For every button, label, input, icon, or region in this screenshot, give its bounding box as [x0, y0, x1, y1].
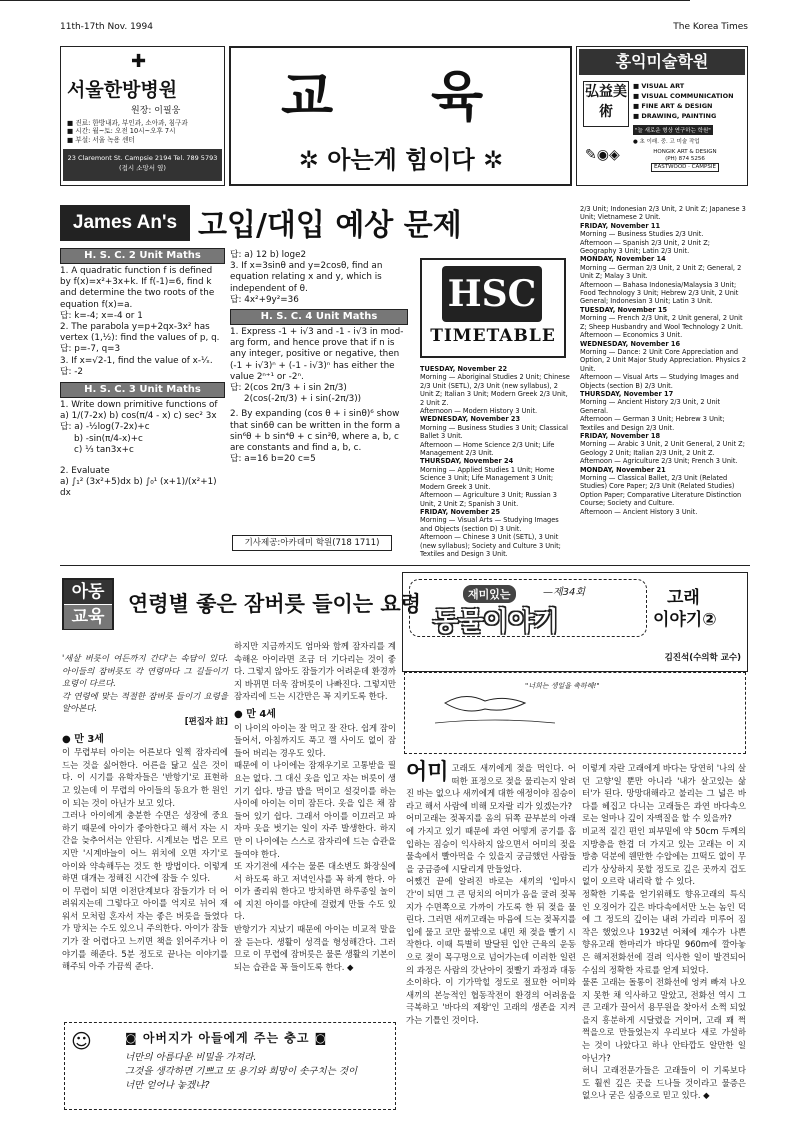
timetable-line: Afternoon — Ancient History 3 Unit. — [580, 507, 698, 516]
question: 2. The parabola y=p+2qx-3x² has vertex (1,½): find the values of p, q. — [60, 322, 220, 344]
timetable-line: Afternoon — Agriculture 2/3 Unit; French 3 Unit. — [580, 457, 738, 466]
edu-paragraph: 이 나이의 아이는 잘 먹고 잘 잔다. 쉽게 잠이 들어서, 아침까지도 푹고 깰 사이도 없이 잠들어 버리는 경우도 있다. — [234, 722, 396, 758]
edu-paragraph: 그러나 아이에게 충분한 수면은 성장에 중요하기 때문에 아이가 좋아한다고 해서 자는 시간을 늦추어서는 안된다. 시계보는 법은 모르지만 '시계바늘이 어느 위치에 오면 자기'로 아이와 약속해두는 것도 한 방법이다. 이렇게 하면 대개는 정해진 시간에 잠들 수 있다. — [62, 810, 228, 884]
banner-title-left: 교 — [281, 64, 334, 128]
columnist-name: James An's — [60, 205, 190, 241]
question: 2. By expanding (cos θ + i sinθ)⁶ show that sin6θ can be written in the form a sin⁶θ + b sin⁴θ + c sin²θ, where a, b, c are constants and find a, b, c. — [230, 409, 401, 454]
animal-paragraph: 물론 고래는 돌통이 전화선에 엉켜 빠져 나오지 못한 채 익사하고 말았고, 전화선 역시 그 큰 고래가 끌어서 용무원을 찾아서 소쩍 되었을지 흥분하게 시달렸을 거이며, 고래 꽤 쩍쩍을으로 만들었는지 우리보다 새로 가설하는 것이 나았다고 하나 안타깝도 알만한 일 아닌가? — [582, 977, 746, 1063]
edu-column-2 — [234, 640, 396, 973]
cross-icon: ✚ — [131, 51, 147, 72]
section-heading: H. S. C. 2 Unit Maths — [60, 248, 225, 264]
question: 1. A quadratic function f is defined by f(x)=x²+3x+k. If f(-1)=6, find k and determine the two roots of the equation f(x)=a. — [60, 266, 215, 310]
timetable-entry — [580, 390, 748, 432]
timetable-line: Morning — Business Studies 3 Unit; Classical Ballet 3 Unit. — [420, 423, 568, 441]
letter-line: 그것을 생각하면 기쁘고 또 용기와 희망이 솟구치는 것이 — [125, 1066, 358, 1077]
question-parts: a) ∫₁² (3x²+5)dx b) ∫₀¹ (x+1)/(x²+1) dx — [60, 477, 217, 499]
section-rule — [60, 565, 750, 566]
art-academy-ad — [576, 46, 748, 186]
edu-intro2: 각 연령에 맞는 적절한 잠버릇 들이기 요령을 알아본다. — [62, 690, 228, 714]
question: 2. Evaluate — [60, 466, 110, 477]
timetable-day: THURSDAY, November 24 — [420, 457, 514, 466]
timetable-line: Afternoon — Economics 3 Unit. — [580, 331, 683, 340]
tag-line1: 아동 — [64, 580, 112, 604]
timetable-day: FRIDAY, November 11 — [580, 221, 661, 230]
animal-banner-title: 동물이야기 — [433, 607, 559, 637]
letter-title: ◙ 아버지가 아들에게 주는 충고 ◙ — [125, 1031, 328, 1045]
animal-paragraph: 비교적 짙긴 편인 피부밑에 약 50cm 두께의 지방층을 한겹 더 가지고 있는 고래는 이 지방층 덕분에 웬만한 수압에는 끄떡도 없이 무리가 상상하지 못할 정도로 깊은 곳까지 겁도 없이 오르락 내리락 할 수 있다. — [582, 825, 746, 887]
timetable-line: Afternoon — Modern History 3 Unit. — [420, 407, 538, 416]
whale-subtitle: 이야기② — [653, 610, 717, 630]
edu-paragraph: 하지만 지금까지도 엄마와 함께 잠자리를 계속해온 아이라면 조금 더 기다리는 것이 좋다. 그렇지 않아도 잠들기가 어려운데 환경까지 바뀌면 더욱 잠버릇이 나빠진다. 그렇지만 잠자리에 드는 시간만은 꼭 지키도록 한다. — [234, 641, 396, 702]
edu-subhead: ● 만 3세 — [62, 733, 104, 745]
education-banner — [229, 46, 572, 186]
answer: 답: -2 — [60, 366, 84, 377]
timetable-list-left — [420, 365, 570, 558]
timetable-line: 2/3 Unit; Indonesian 2/3 Unit, 2 Unit Z; Japanese 3 Unit; Vietnamese 2 Unit. — [580, 205, 746, 222]
timetable-line: Afternoon — Bahasa Indonesia/Malaysia 3 Unit; Food Technology 3 Unit; Hebrew 2/3 Unit, 2 Unit General; Indonesian 3 Unit; Latin 3 Unit. — [580, 280, 739, 306]
whale-title: 고래 — [667, 588, 700, 608]
animal-story-header — [402, 572, 748, 672]
animal-paragraph — [406, 762, 576, 812]
art-item: ■ DRAWING, PAINTING — [633, 112, 717, 120]
timetable-entry — [420, 365, 570, 415]
whale-illustration — [404, 672, 746, 754]
answer: 답: 4x²+9y²=36 — [230, 294, 299, 305]
edu-subhead: ● 만 4세 — [234, 708, 276, 720]
timetable-line: Afternoon — Spanish 2/3 Unit, 2 Unit Z; Geography 3 Unit; Latin 2/3 Unit. — [580, 238, 710, 256]
animal-paragraph: 이렇게 자란 고래에게 바다는 당연히 '나의 살던 고향'일 뿐만 아니라 '내가 살고있는 삶터'가 된다. 망망대해라고 불리는 그 넓은 바다를 헤집고 다니는 고래들은 과연 바다속으로는 얼마나 깊이 자맥질을 할 수 있을까? — [582, 763, 746, 824]
timetable-day: MONDAY, November 21 — [580, 465, 666, 474]
art-slogan2: ● 초 이래. 중. 고 미술 작업 — [633, 139, 700, 145]
timetable-day: TUESDAY, November 15 — [580, 305, 668, 314]
timetable-day: WEDNESDAY, November 16 — [580, 339, 681, 348]
animal-paragraph: 정확한 기록을 얻기위해도 향유고래의 특식인 오징어가 깊은 바다속에서만 노는 놈인 덕에 그 정도의 깊이는 내려 가리라 미루어 짐작은 했었으나 1932년 어체에 재수가 나쁜 향유고래 한마리가 바다밑 960m에 깔아놓은 해저전화선에 걸려 익사한 일이 발견되어 수심의 정확한 자료를 얻게 되었다. — [582, 888, 746, 975]
answer: 답: 2(cos 2π/3 + i sin 2π/3) — [230, 383, 347, 394]
clinic-address: 23 Claremont St. Campsie 2194 Tel. 789 5793 — [67, 154, 218, 162]
answer: 답: p=-7, q=3 — [60, 344, 121, 355]
timetable-entry — [580, 466, 748, 516]
timetable-entry — [420, 508, 570, 558]
answer: 2(cos(-2π/3) + i sin(-2π/3)) — [244, 394, 362, 405]
edu-paragraph: 또 자기전에 세수는 물론 대소변도 화장실에서 하도록 하고 저녁인사를 꼭 하게 한다. 아이가 졸리워 한다고 방치하면 하루종일 놀이에 지친 아이를 야단에 걸렸게 만들 수도 있다. — [234, 861, 396, 922]
timetable-entry — [580, 205, 748, 222]
timetable-line: Morning — Classical Ballet, 2/3 Unit (Related Studies) Core Paper; 2/3 Unit (Related Studies) Option Paper; Comparative Literature Distinction Course; Society and Culture. — [580, 474, 742, 508]
banner-subtitle: ✲ 아는게 힘이다 ✲ — [298, 146, 504, 174]
clinic-line: ■ 진료: 한방내과, 부인과, 소아과, 침구과 — [67, 119, 188, 127]
animal-paragraph: 어미고래는 젖꼭지를 옴의 뒤쪽 끝부분의 아래에 가지고 있기 때문에 과연 어떻게 공기를 흡입하는 짐승이 익사하지 않으면서 어미의 젖을 물속에서 빨아먹을 수 있을지 궁금했던 사람들을 궁금증에 시달리게 만들었다. — [406, 813, 576, 874]
edu-intro: '세살 버릇이 여든까지 간다'는 속담이 있다. 아이들의 잠버릇도 각 연령마다 그 길들이기 요령이 다르다. — [62, 653, 228, 689]
timetable-line: Morning — Aboriginal Studies 2 Unit; Chinese 2/3 Unit (SETL), 2/3 Unit (new syllabus), 2 Unit Z; Italian 3 Unit; Modern Greek 2/3 Unit, 2 Unit Z. — [420, 373, 570, 407]
animal-series: —제34회 — [543, 587, 586, 598]
animal-paragraph-text: 고래도 새끼에게 젖을 먹인다. 어떠한 표정으로 젖을 물리는지 알려진 바는 없으나 새끼에게 대한 애정이야 짐승이라고 해서 사람에 비해 모자랄 리가 있겠는가? — [406, 763, 576, 811]
hsc-logo-main: HSC — [442, 266, 542, 322]
timetable-line: Morning — German 2/3 Unit, 2 Unit Z; General, 2 Unit Z; Malay 3 Unit. — [580, 263, 742, 281]
answer: 답: a) -½log(7-2x)+c — [60, 422, 150, 433]
header-rule — [0, 0, 690, 1]
art-logo: 弘益美術 — [583, 81, 629, 127]
boy-icon: ☺ — [71, 1029, 92, 1053]
edu-paragraph: 반항기가 지났기 때문에 아이는 비교적 말을 잘 듣는다. 생활이 성격을 형성해간다. 그러므로 이 무렵에 잠버릇은 물론 생활의 기본이 되는 습관을 꼭 들이도록 한다. ◆ — [234, 924, 396, 972]
article-credit: 기사제공:아카데미 학원(718 1711) — [232, 535, 392, 551]
question: 3. If x=3sinθ and y=2cosθ, find an equation relating x and y, which is independent of θ. — [230, 261, 383, 294]
maths-column-2 — [230, 250, 408, 465]
art-contact-line: EASTWOOD · CAMPSIE — [651, 163, 719, 172]
timetable-entry — [580, 340, 748, 390]
clinic-info — [67, 119, 188, 144]
timetable-line: Afternoon — Agriculture 3 Unit; Russian 3 Unit, 2 Unit Z; Spanish 3 Unit. — [420, 491, 557, 508]
timetable-line: Morning — Dance: 2 Unit Core Appreciation and Option, 2 Unit Major Study Appreciation. Physics 2 Unit. — [580, 347, 747, 373]
timetable-day: FRIDAY, November 25 — [420, 507, 501, 516]
clinic-name: 서울한방병원 — [67, 79, 178, 101]
drop-cap: 어미 — [406, 760, 449, 785]
art-item: ■ FINE ART & DESIGN — [633, 102, 713, 110]
question-parts: a) 1/(7-2x) b) cos(π/4 - x) c) sec² 3x — [60, 411, 217, 422]
animal-column-2 — [582, 762, 746, 1102]
section-heading: H. S. C. 3 Unit Maths — [60, 382, 225, 398]
art-tools-icon: ✎◉◈ — [585, 147, 620, 163]
edu-paragraph: 이 무렵부터 아이는 어른보다 일찍 잠자리에 드는 것을 싫어한다. 어른을 닮고 싶은 것이다. 이 시기를 유학자들은 '반항기'로 표현하고 있는데 이 무렵의 아이들의 동요가 한 원인이 되는 것이 아닌가 보고 있다. — [62, 747, 228, 808]
father-letter-box — [64, 1022, 396, 1110]
clinic-director: 원장: 이필웅 — [131, 106, 181, 116]
banner-title-right: 육 — [431, 64, 484, 128]
edu-paragraph: 때문에 이 나이에는 잠재우기로 고통받을 필요는 없다. 그 대신 옷을 입고 자는 버릇이 생기기 쉽다. 방금 밥을 먹이고 설겆이를 하는 사이에 아이는 이미 잠든다. 옷을 입은 채 잠들어 있기 쉽다. 그래서 아이를 이끄러고 파자마 옷을 벗기는 일이 자주 발생한다. 하지만 이 나이에는 스스로 잠자리에 드는 습관을 들여야 한다. — [234, 760, 396, 859]
child-edu-title: 연령별 좋은 잠버릇 들이는 요령 — [128, 592, 421, 616]
art-programs — [633, 81, 734, 121]
art-contact-line: HONGIK ART & DESIGN — [653, 149, 717, 155]
issue-date: 11th-17th Nov. 1994 — [60, 22, 153, 32]
animal-banner-small: 재미있는 — [463, 585, 516, 603]
edu-column-1 — [62, 652, 228, 973]
animal-author: 김진석(수의학 교수) — [664, 653, 741, 663]
timetable-line: Morning — Applied Studies 1 Unit; Home Science 3 Unit; Life Management 3 Unit; Modern Greek 3 Unit. — [420, 465, 555, 491]
art-slogan: "늘 새로운 형상 연구하는 학원" — [633, 125, 713, 135]
clinic-address-bar — [63, 149, 222, 181]
question: 3. If x=√2-1, find the value of x-¹⁄ₓ. — [60, 355, 213, 366]
clinic-line: ■ 부설: 서울 녹용 센터 — [67, 135, 135, 144]
hsc-logo-sub: TIMETABLE — [430, 326, 556, 346]
section-heading: H. S. C. 4 Unit Maths — [230, 309, 408, 325]
answer: c) ⅓ tan3x+c — [74, 444, 134, 455]
animal-paragraph: 어쨌건 끝에 알려진 바로는 새끼의 '입마시간'이 되면 그 큰 덩치의 어미가 옴을 굴려 젖꼭지가 수면쪽으로 가까이 가도록 한 뒤 젖을 물린다. 그러면 새끼고래는 마음에 드는 젖꼭지를 입에 물고 코만 물밖으로 내민 채 젖을 빨기 시작한다. 이때 특별히 발달된 입안 근육의 운동으로 젖이 목구멍으로 넘어가는데 이러한 일련의 과정은 사람의 갓난아이 젖빨기 과정과 대동소이하다. 이 기가막힐 정도로 절묘한 어미와 새끼의 본능적인 협동작전이 환경의 어려움을 극복하고 '바다의 제왕'인 고래의 생존을 지켜가는 기틀인 것이다. — [406, 876, 576, 1025]
timetable-day: THURSDAY, November 17 — [580, 389, 674, 398]
timetable-line: Afternoon — Home Science 2/3 Unit; Life Management 2/3 Unit. — [420, 440, 555, 458]
clinic-note: (접시 소망서 옆) — [119, 164, 166, 172]
timetable-line: Morning — French 2/3 Unit, 2 Unit general, 2 Unit Z; Sheep Husbandry and Wool Technology 2 Unit. — [580, 314, 743, 331]
exam-headline: 고입/대입 예상 문제 — [198, 208, 462, 243]
letter-line: 너만의 아름다운 비밀을 가져라. — [125, 1052, 257, 1063]
timetable-entry — [580, 222, 748, 256]
timetable-day: TUESDAY, November 22 — [420, 365, 508, 373]
timetable-entry — [420, 457, 570, 507]
timetable-line: Afternoon — Visual Arts — Studying Images and Objects (section B) 2/3 Unit. — [580, 373, 739, 390]
letter-body — [125, 1051, 357, 1093]
art-contact-line: (PH) 874 5256 — [665, 156, 705, 162]
timetable-line: Morning — Ancient History 2/3 Unit, 2 Unit General. — [580, 398, 721, 415]
clinic-line: ■ 시간: 월~토: 오전 10시~오후 7시 — [67, 127, 176, 136]
tag-line2: 교육 — [64, 605, 112, 629]
animal-paragraph: 허니 고래전문가들은 고래들이 이 기록보다도 훨씬 깊은 곳을 드나들 것이라고 물증은 없으나 굳은 심증으로 믿고 있다. ◆ — [582, 1065, 746, 1101]
timetable-line: Afternoon — Chinese 3 Unit (SETL), 3 Unit (new syllabus); Society and Culture 3 Unit; Textiles and Design 3 Unit. — [420, 533, 561, 558]
answer: b) -sin(π/4-x)+c — [74, 433, 143, 444]
timetable-line: Morning — Arabic 3 Unit, 2 Unit General, 2 Unit Z; Geology 2 Unit; Italian 2/3 Unit, 2 Unit Z. — [580, 440, 745, 457]
answer: 답: k=-4; x=-4 or 1 — [60, 310, 143, 321]
timetable-line: Morning — Visual Arts — Studying Images and Objects (section D) 3 Unit. — [420, 516, 559, 533]
art-contact — [651, 149, 719, 172]
child-edu-tag — [62, 578, 114, 630]
timetable-entry — [420, 415, 570, 457]
timetable-day: WEDNESDAY, November 23 — [420, 415, 521, 424]
timetable-entry — [580, 432, 748, 466]
timetable-day: FRIDAY, November 18 — [580, 431, 661, 440]
answer: 답: a=16 b=20 c=5 — [230, 454, 316, 465]
letter-line: 너만 얻어나 놓겠냐? — [125, 1080, 210, 1091]
timetable-entry — [580, 306, 748, 340]
timetable-day: MONDAY, November 14 — [580, 255, 666, 264]
question: 1. Write down primitive functions of — [60, 400, 218, 411]
hsc-logo — [420, 258, 566, 358]
art-item: ■ VISUAL COMMUNICATION — [633, 92, 734, 100]
art-item: ■ VISUAL ART — [633, 82, 685, 90]
paper-name: The Korea Times — [673, 22, 748, 32]
edu-paragraph: 이 무렵이 되면 이전단계보다 잠들기가 더 어려워지는데 그렇다고 아이를 억지로 뉘어 재워서 모처럼 혼자서 자는 좋은 버릇을 들였다가 망치는 수도 있으니 주의한다. 아이가 잠들기가 잘 어렵다고 느끼면 책을 읽어주거나 이야기를 해준다. 5분 정도로 끝나는 이야기를 해주되 아주 가끔씩 준다. — [62, 885, 228, 972]
timetable-line: Afternoon — German 3 Unit; Hebrew 3 Unit; Textiles and Design 2/3 Unit. — [580, 415, 725, 432]
animal-column-1 — [406, 762, 576, 1026]
timetable-line: Morning — Business Studies 2/3 Unit. — [580, 230, 704, 239]
question: 1. Express -1 + i√3 and -1 - i√3 in mod-arg form, and hence prove that if n is any integer, positive or negative, then (-1 + i√3)ⁿ + (-1 - i√3)ⁿ has either the value 2ⁿ⁺¹ or -2ⁿ. — [230, 327, 404, 382]
edu-intro-credit: [편집자 註] — [184, 715, 228, 726]
timetable-entry — [580, 255, 748, 305]
art-name: 홍익미술학원 — [579, 49, 745, 75]
answer: 답: a) 12 b) loge2 — [230, 250, 307, 260]
maths-column-1 — [60, 248, 225, 500]
illustration-caption: "너희는 생일을 축하해!" — [525, 682, 600, 690]
clinic-ad — [60, 46, 225, 186]
timetable-list-right — [580, 205, 748, 516]
